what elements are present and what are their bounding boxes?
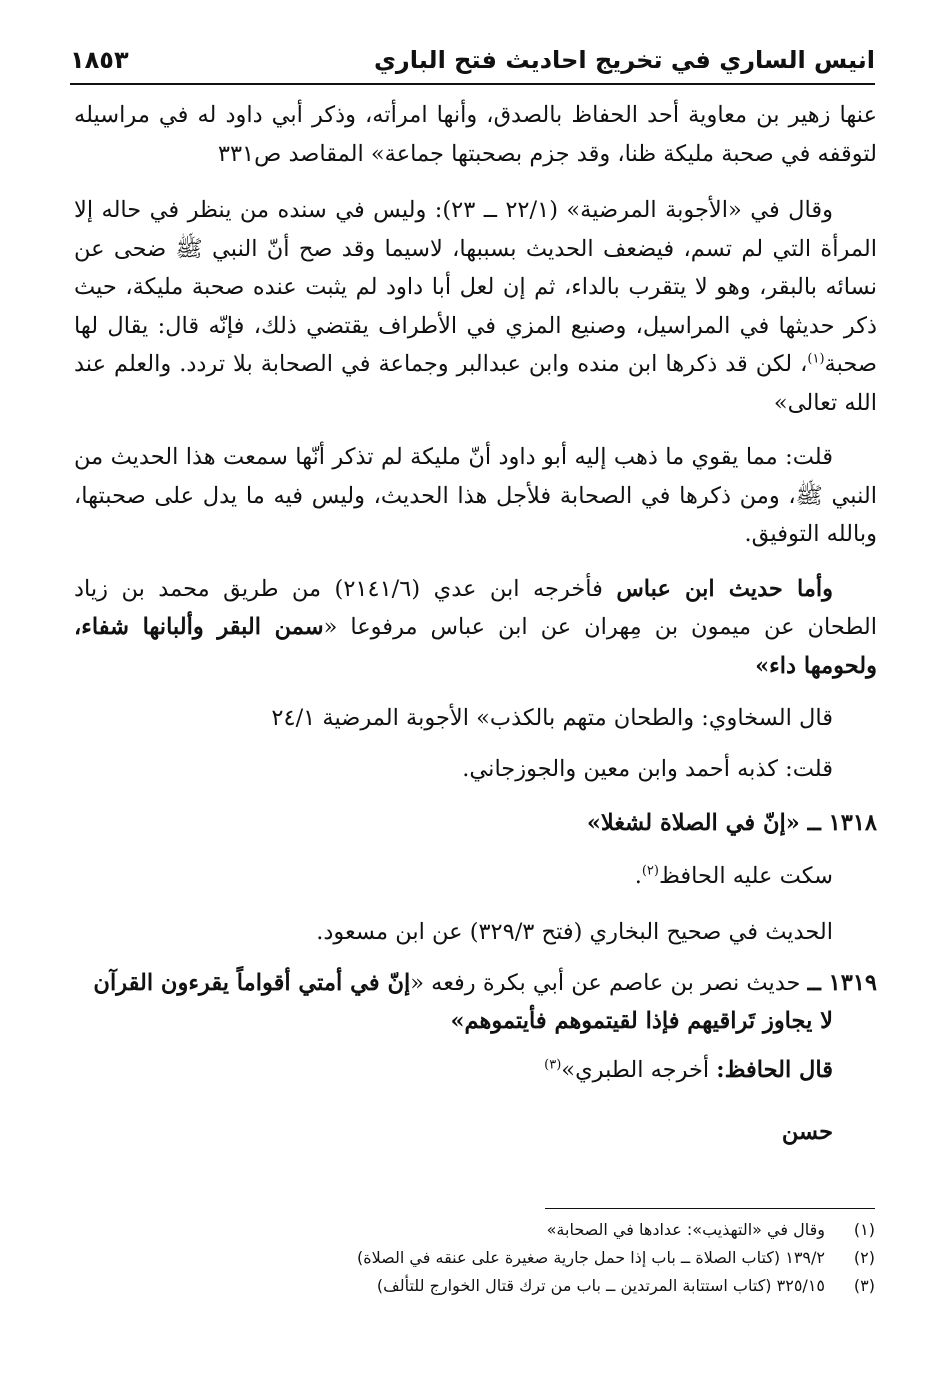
paragraph-8: الحديث في صحيح البخاري (فتح ٣٢٩/٣) عن ابن مسعود. bbox=[316, 919, 833, 945]
paragraph-4-end: » bbox=[755, 652, 770, 679]
footnote-3-number: (٣) bbox=[853, 1276, 875, 1295]
paragraph-1: عنها زهير بن معاوية أحد الحفاظ بالصدق، وأنها امرأته، وذكر أبي داود له في مراسيله لتوقفه في صحبة مليكة ظنا، وقد جزم بصحبتها جماعة» المقاصد ص٣٣١ bbox=[74, 102, 877, 167]
hadith-1319-quote-2: لا يجاوز تَراقيهم فإذا لقيتموهم فأيتموهم bbox=[464, 1008, 833, 1034]
hadith-1318-text: إنّ في الصلاة لشغلا bbox=[600, 810, 786, 836]
paragraph-5: قال السخاوي: والطحان متهم بالكذب» الأجوبة المرضية ٢٤/١ bbox=[271, 705, 833, 731]
page-number: ١٨٥٣ bbox=[70, 46, 129, 74]
hadith-1319-quote-1: إنّ في أمتي أقواماً يقرءون القرآن bbox=[93, 969, 411, 996]
footnote-3 bbox=[74, 1272, 875, 1300]
paragraph-4-text: فأخرجه ابن عدي (٢١٤١/٦) من طريق محمد بن زياد الطحان عن ميمون بن مِهران عن ابن عباس مرفوعا « bbox=[74, 575, 878, 640]
paragraph-7-text: سكت عليه الحافظ bbox=[658, 862, 833, 889]
footnote-rule bbox=[545, 1208, 875, 1209]
paragraph-6: قلت: كذبه أحمد وابن معين والجوزجاني. bbox=[462, 755, 833, 782]
footnote-1 bbox=[74, 1216, 875, 1244]
paragraph-4-bold-quote: سمن البقر وألبانها شفاء، ولحومها داء bbox=[74, 614, 877, 679]
hadith-1318 bbox=[74, 804, 877, 843]
paragraph-3: قلت: مما يقوي ما ذهب إليه أبو داود أنّ مليكة لم تذكر أنّها سمعت هذا الحديث من النبي ﷺ، ومن ذكرها في الصحابة فلأجل هذا الحديث، وليس فيه ما يدل على صحبتها، وبالله التوفيق. bbox=[74, 444, 877, 547]
footnote-2-text: ١٣٩/٢ (كتاب الصلاة ــ باب إذا حمل جارية صغيرة على عنقه في الصلاة) bbox=[356, 1248, 825, 1267]
paragraph-4-bold-lead: وأما حديث ابن عباس bbox=[616, 575, 833, 602]
hadith-1319-text: حديث نصر بن عاصم عن أبي بكرة رفعه « bbox=[410, 969, 808, 996]
paragraph-9-bold-lead: قال الحافظ: bbox=[716, 1056, 833, 1083]
hadith-1318-number: ١٣١٨ ــ « bbox=[785, 810, 877, 836]
footnote-2 bbox=[74, 1244, 875, 1272]
footnote-ref-1: (١) bbox=[807, 351, 825, 367]
footnote-ref-2: (٢) bbox=[641, 863, 659, 878]
header-rule bbox=[70, 83, 875, 85]
footnote-ref-3: (٣) bbox=[544, 1057, 562, 1072]
footnote-2-number: (٢) bbox=[853, 1248, 875, 1267]
footnote-1-number: (١) bbox=[853, 1220, 875, 1239]
grading-hasan: حسن bbox=[781, 1119, 833, 1145]
hadith-1318-end: » bbox=[586, 810, 601, 836]
main-text bbox=[74, 96, 877, 1152]
running-title: انيس الساري في تخريج احاديث فتح الباري bbox=[373, 46, 875, 74]
paragraph-7 bbox=[74, 857, 877, 896]
paragraph-4 bbox=[74, 570, 877, 686]
hadith-1319 bbox=[74, 964, 877, 1041]
hadith-1319-number: ١٣١٩ ــ bbox=[807, 969, 877, 996]
hadith-1319-continuation bbox=[74, 1002, 877, 1041]
paragraph-7-end: . bbox=[634, 862, 642, 889]
footnote-3-text: ٣٢٥/١٥ (كتاب استتابة المرتدين ــ باب من ترك قتال الخوارج للتألف) bbox=[376, 1276, 825, 1295]
paragraph-2 bbox=[74, 191, 877, 422]
paragraph-9 bbox=[74, 1051, 877, 1090]
page-header bbox=[70, 38, 875, 82]
paragraph-2-tail: ، لكن قد ذكرها ابن منده وابن عبدالبر وجماعة في الصحابة بلا تردد. والعلم عند الله تعالى» bbox=[74, 351, 877, 416]
paragraph-9-text: أخرجه الطبري» bbox=[561, 1056, 717, 1083]
hadith-1319-end: » bbox=[450, 1008, 465, 1034]
footnote-1-text: وقال في «التهذيب»: عدادها في الصحابة» bbox=[546, 1220, 825, 1239]
paragraph-2-text: وقال في «الأجوبة المرضية» (٢٢/١ ــ ٢٣): وليس في سنده من ينظر في حاله إلا المرأة التي لم تسم، فيضعف الحديث بسببها، لاسيما وقد صح أنّ النبي ﷺ ضحى عن نسائه بالبقر، وهو لا يتقرب بالداء، ثم إن لعل أبا داود لم يثبت عنده صحبة مليكة، حيث ذكر حديثها في المراسيل، وصنيع المزي في الأطراف يقتضي ذلك، فإنّه قال: يقال لها صحبة bbox=[74, 197, 877, 377]
footnotes bbox=[74, 1216, 875, 1300]
